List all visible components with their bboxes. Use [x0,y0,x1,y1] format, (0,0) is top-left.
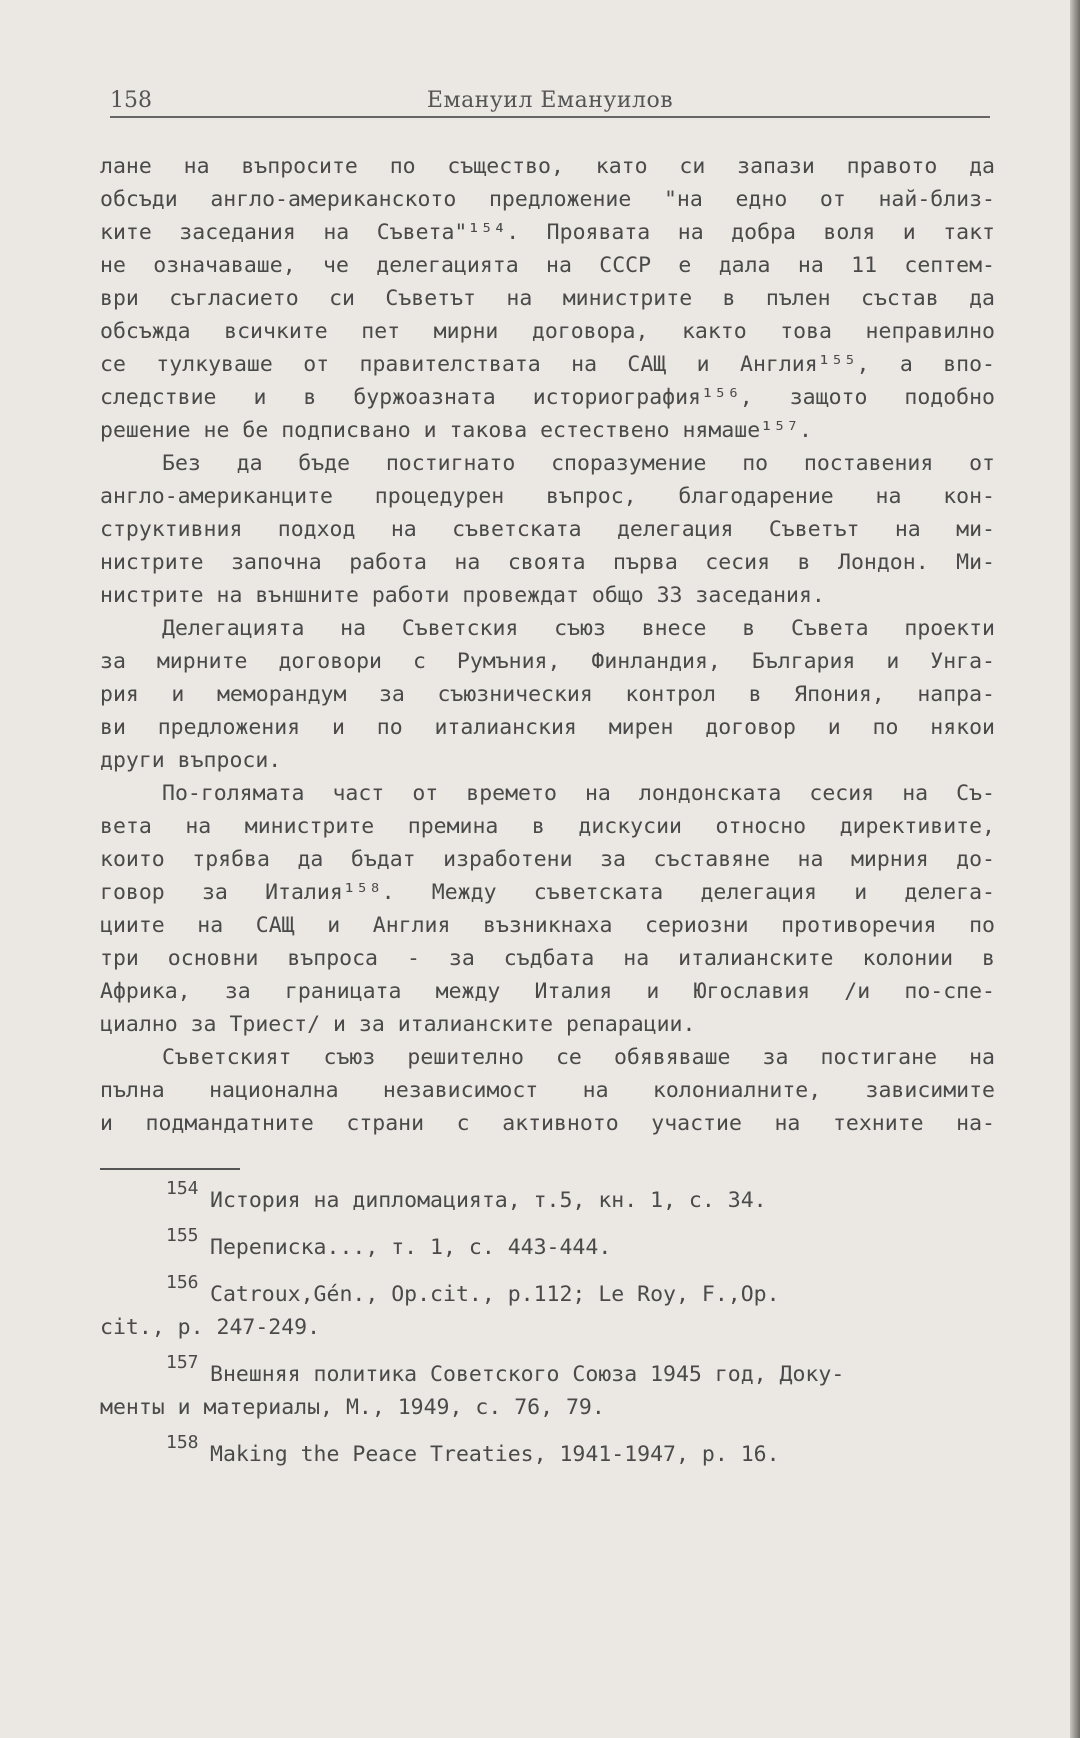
text-line: Съветският съюз решително се обявяваше за постигане на [162,1045,995,1070]
text-line: които трябва да бъдат изработени за съставяне на мирния до- [100,847,995,872]
footnote-text: cit., p. 247-249. [100,1315,321,1340]
footnote-text: Catroux,Gén., Op.cit., p.112; Le Roy, F.,Op. [210,1282,780,1307]
text-line: ви предложения и по италианския мирен договор и по някои [100,715,995,740]
text-line: структивния подход на съветската делегация Съветът на ми- [100,517,995,542]
text-line: Африка, за границата между Италия и Югославия /и по-спе- [100,979,995,1004]
footnote-number: 156 [166,1272,199,1293]
text-line: Без да бъде постигнато споразумение по поставения от [162,451,995,476]
text-line: нистрите на външните работи провеждат общо 33 заседания. [100,583,825,608]
text-line: три основни въпроса - за съдбата на италианските колонии в [100,946,995,971]
text-line: решение не бе подписвано и такова естествено нямаше¹⁵⁷. [100,418,812,443]
text-line: пълна национална независимост на колониалните, зависимите [100,1078,995,1103]
text-line: вета на министрите премина в дискусии относно директивите, [100,814,995,839]
footnote-156-continued [100,1311,995,1344]
text-line: ври съгласието си Съветът на министрите в пълен състав да [100,286,995,311]
text-line: се тулкуваше от правителствата на САЩ и Англия¹⁵⁵, а впо- [100,352,995,377]
footnote-text: Переписка..., т. 1, с. 443-444. [210,1235,612,1260]
text-line: и подмандатните страни с активното участие на техните на- [100,1111,995,1136]
footnote-156 [100,1272,995,1311]
footnote-number: 157 [166,1352,199,1373]
text-line: обсъди англо-американското предложение "на едно от най-близ- [100,187,995,212]
page-number: 158 [110,88,152,113]
text-line: говор за Италия¹⁵⁸. Между съветската делегация и делега- [100,880,995,905]
footnote-155 [100,1225,995,1264]
text-line: Делегацията на Съветския съюз внесе в Съвета проекти [162,616,995,641]
text-line: По-голямата част от времето на лондонската сесия на Съ- [162,781,995,806]
running-header [110,88,990,118]
footnote-text: Making the Peace Treaties, 1941-1947, p. 16. [210,1442,780,1467]
footnote-154 [100,1178,995,1217]
text-line: циите на САЩ и Англия възникнаха сериозни противоречия по [100,913,995,938]
footnote-text: менты и материалы, М., 1949, с. 76, 79. [100,1395,605,1420]
main-text [100,150,995,1140]
text-line: циално за Триест/ и за италианските репарации. [100,1012,696,1037]
footnotes [100,1178,995,1471]
text-line: обсъжда всичките пет мирни договора, както това неправилно [100,319,995,344]
footnote-number: 158 [166,1432,199,1453]
footnote-separator [100,1168,240,1170]
running-head-author: Емануил Емануилов [426,88,674,113]
footnote-number: 154 [166,1178,199,1199]
text-line: англо-американците процедурен въпрос, благодарение на кон- [100,484,995,509]
footnote-text: Внешняя политика Советского Союза 1945 год, Доку- [210,1362,845,1387]
text-line: не означаваше, че делегацията на СССР е дала на 11 септем- [100,253,995,278]
footnote-158 [100,1432,995,1471]
page-edge [1070,0,1080,1738]
text-line: рия и меморандум за съюзническия контрол в Япония, напра- [100,682,995,707]
footnote-157 [100,1352,995,1391]
footnote-157-continued [100,1391,995,1424]
text-line: следствие и в буржоазната историография¹⁵⁶, защото подобно [100,385,995,410]
text-line: нистрите започна работа на своята първа сесия в Лондон. Ми- [100,550,995,575]
footnote-text: История на дипломацията, т.5, кн. 1, с. 34. [210,1188,767,1213]
text-line: за мирните договори с Румъния, Финландия, България и Унга- [100,649,995,674]
text-line: ките заседания на Съвета"¹⁵⁴. Проявата на добра воля и такт [100,220,995,245]
text-line: други въпроси. [100,748,282,773]
footnote-number: 155 [166,1225,199,1246]
text-line: лане на въпросите по същество, като си запази правото да [100,154,995,179]
